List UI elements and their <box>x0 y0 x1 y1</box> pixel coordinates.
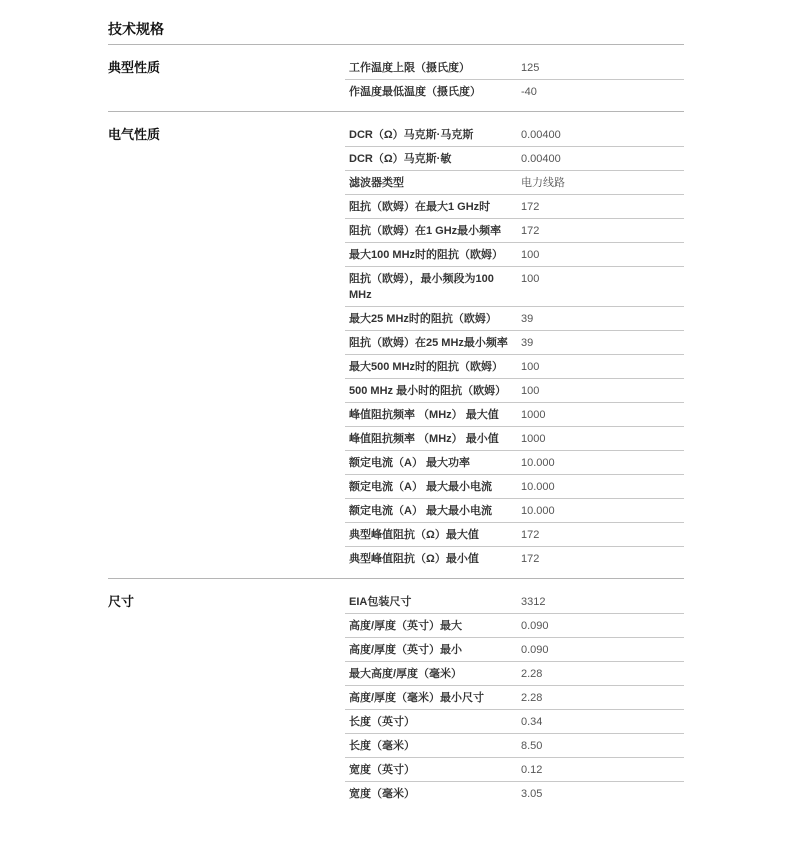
spec-label: 典型峰值阻抗（Ω）最小值 <box>349 553 479 565</box>
spec-row <box>345 451 684 475</box>
spec-label: 滤波器类型 <box>349 177 404 189</box>
spec-row <box>345 307 684 331</box>
spec-value: 100 <box>521 273 540 285</box>
spec-label: 高度/厚度（英寸）最小 <box>349 644 463 656</box>
spec-value: 0.090 <box>521 620 549 632</box>
spec-section <box>108 579 684 813</box>
spec-label: DCR（Ω）马克斯·马克斯 <box>349 129 474 141</box>
spec-label: 额定电流（A） 最大功率 <box>349 457 470 469</box>
spec-label: 高度/厚度（毫米）最小尺寸 <box>349 692 485 704</box>
spec-row <box>345 499 684 523</box>
spec-label: 阻抗（欧姆）在最大1 GHz时 <box>349 201 491 213</box>
spec-label: 最大高度/厚度（毫米） <box>349 668 463 680</box>
spec-value: 172 <box>521 553 540 565</box>
section-title: 尺寸 <box>108 594 135 609</box>
spec-row <box>345 243 684 267</box>
spec-row <box>345 267 684 307</box>
spec-value: 0.00400 <box>521 129 561 141</box>
spec-row <box>345 403 684 427</box>
spec-label: DCR（Ω）马克斯·敏 <box>349 153 452 165</box>
spec-value: 0.090 <box>521 644 549 656</box>
spec-value: 2.28 <box>521 692 543 704</box>
spec-row <box>345 590 684 614</box>
spec-row <box>345 379 684 403</box>
spec-label: 阻抗（欧姆），最小频段为100 MHz <box>349 273 494 301</box>
spec-row <box>345 123 684 147</box>
spec-rows <box>345 56 684 103</box>
spec-value: 172 <box>521 529 540 541</box>
spec-row <box>345 782 684 805</box>
spec-row <box>345 614 684 638</box>
spec-label: 峰值阻抗频率 （MHz） 最小值 <box>349 433 499 445</box>
section-title: 电气性质 <box>108 127 161 142</box>
spec-value: 3312 <box>521 596 546 608</box>
spec-label: 作温度最低温度（摄氏度） <box>349 86 481 98</box>
specifications-panel <box>108 18 684 813</box>
spec-label: 最大500 MHz时的阻抗（欧姆） <box>349 361 504 373</box>
spec-value: 0.34 <box>521 716 543 728</box>
spec-value: 100 <box>521 361 540 373</box>
spec-label: 长度（毫米） <box>349 740 415 752</box>
spec-value: 0.12 <box>521 764 543 776</box>
spec-sections <box>108 45 684 813</box>
spec-value: 172 <box>521 225 540 237</box>
spec-row <box>345 686 684 710</box>
spec-value: 10.000 <box>521 457 555 469</box>
spec-value: 172 <box>521 201 540 213</box>
spec-value: 电力线路 <box>521 177 565 189</box>
spec-value: 125 <box>521 62 540 74</box>
spec-label: 宽度（毫米） <box>349 788 415 800</box>
spec-label: 额定电流（A） 最大最小电流 <box>349 505 492 517</box>
spec-rows <box>345 123 684 570</box>
spec-label: 500 MHz 最小时的阻抗（欧姆） <box>349 385 507 397</box>
spec-value: 8.50 <box>521 740 543 752</box>
spec-row <box>345 758 684 782</box>
spec-value: 100 <box>521 385 540 397</box>
spec-label: 峰值阻抗频率 （MHz） 最大值 <box>349 409 499 421</box>
spec-value: 2.28 <box>521 668 543 680</box>
spec-value: -40 <box>521 86 537 98</box>
spec-row <box>345 662 684 686</box>
spec-row <box>345 80 684 103</box>
spec-value: 0.00400 <box>521 153 561 165</box>
spec-value: 39 <box>521 313 534 325</box>
spec-row <box>345 734 684 758</box>
spec-label: 高度/厚度（英寸）最大 <box>349 620 463 632</box>
spec-row <box>345 475 684 499</box>
spec-label: 宽度（英寸） <box>349 764 415 776</box>
spec-value: 10.000 <box>521 505 555 517</box>
spec-row <box>345 219 684 243</box>
spec-value: 10.000 <box>521 481 555 493</box>
spec-rows <box>345 590 684 805</box>
spec-label: 长度（英寸） <box>349 716 415 728</box>
spec-row <box>345 355 684 379</box>
spec-value: 39 <box>521 337 534 349</box>
spec-label: 最大25 MHz时的阻抗（欧姆） <box>349 313 497 325</box>
spec-label: EIA包装尺寸 <box>349 596 412 608</box>
spec-row <box>345 427 684 451</box>
spec-label: 最大100 MHz时的阻抗（欧姆） <box>349 249 504 261</box>
spec-row <box>345 523 684 547</box>
spec-section <box>108 112 684 579</box>
spec-value: 3.05 <box>521 788 543 800</box>
spec-value: 100 <box>521 249 540 261</box>
section-title: 典型性质 <box>108 60 161 75</box>
spec-row <box>345 331 684 355</box>
spec-row <box>345 56 684 80</box>
spec-label: 工作温度上限（摄氏度） <box>349 62 470 74</box>
spec-row <box>345 638 684 662</box>
spec-row <box>345 171 684 195</box>
spec-row <box>345 547 684 570</box>
spec-label: 额定电流（A） 最大最小电流 <box>349 481 492 493</box>
spec-row <box>345 147 684 171</box>
spec-label: 典型峰值阻抗（Ω）最大值 <box>349 529 479 541</box>
page-title: 技术规格 <box>108 18 684 45</box>
spec-row <box>345 710 684 734</box>
spec-value: 1000 <box>521 409 546 421</box>
spec-section <box>108 45 684 112</box>
spec-label: 阻抗（欧姆）在1 GHz最小频率 <box>349 225 502 237</box>
spec-label: 阻抗（欧姆）在25 MHz最小频率 <box>349 337 508 349</box>
spec-row <box>345 195 684 219</box>
spec-value: 1000 <box>521 433 546 445</box>
